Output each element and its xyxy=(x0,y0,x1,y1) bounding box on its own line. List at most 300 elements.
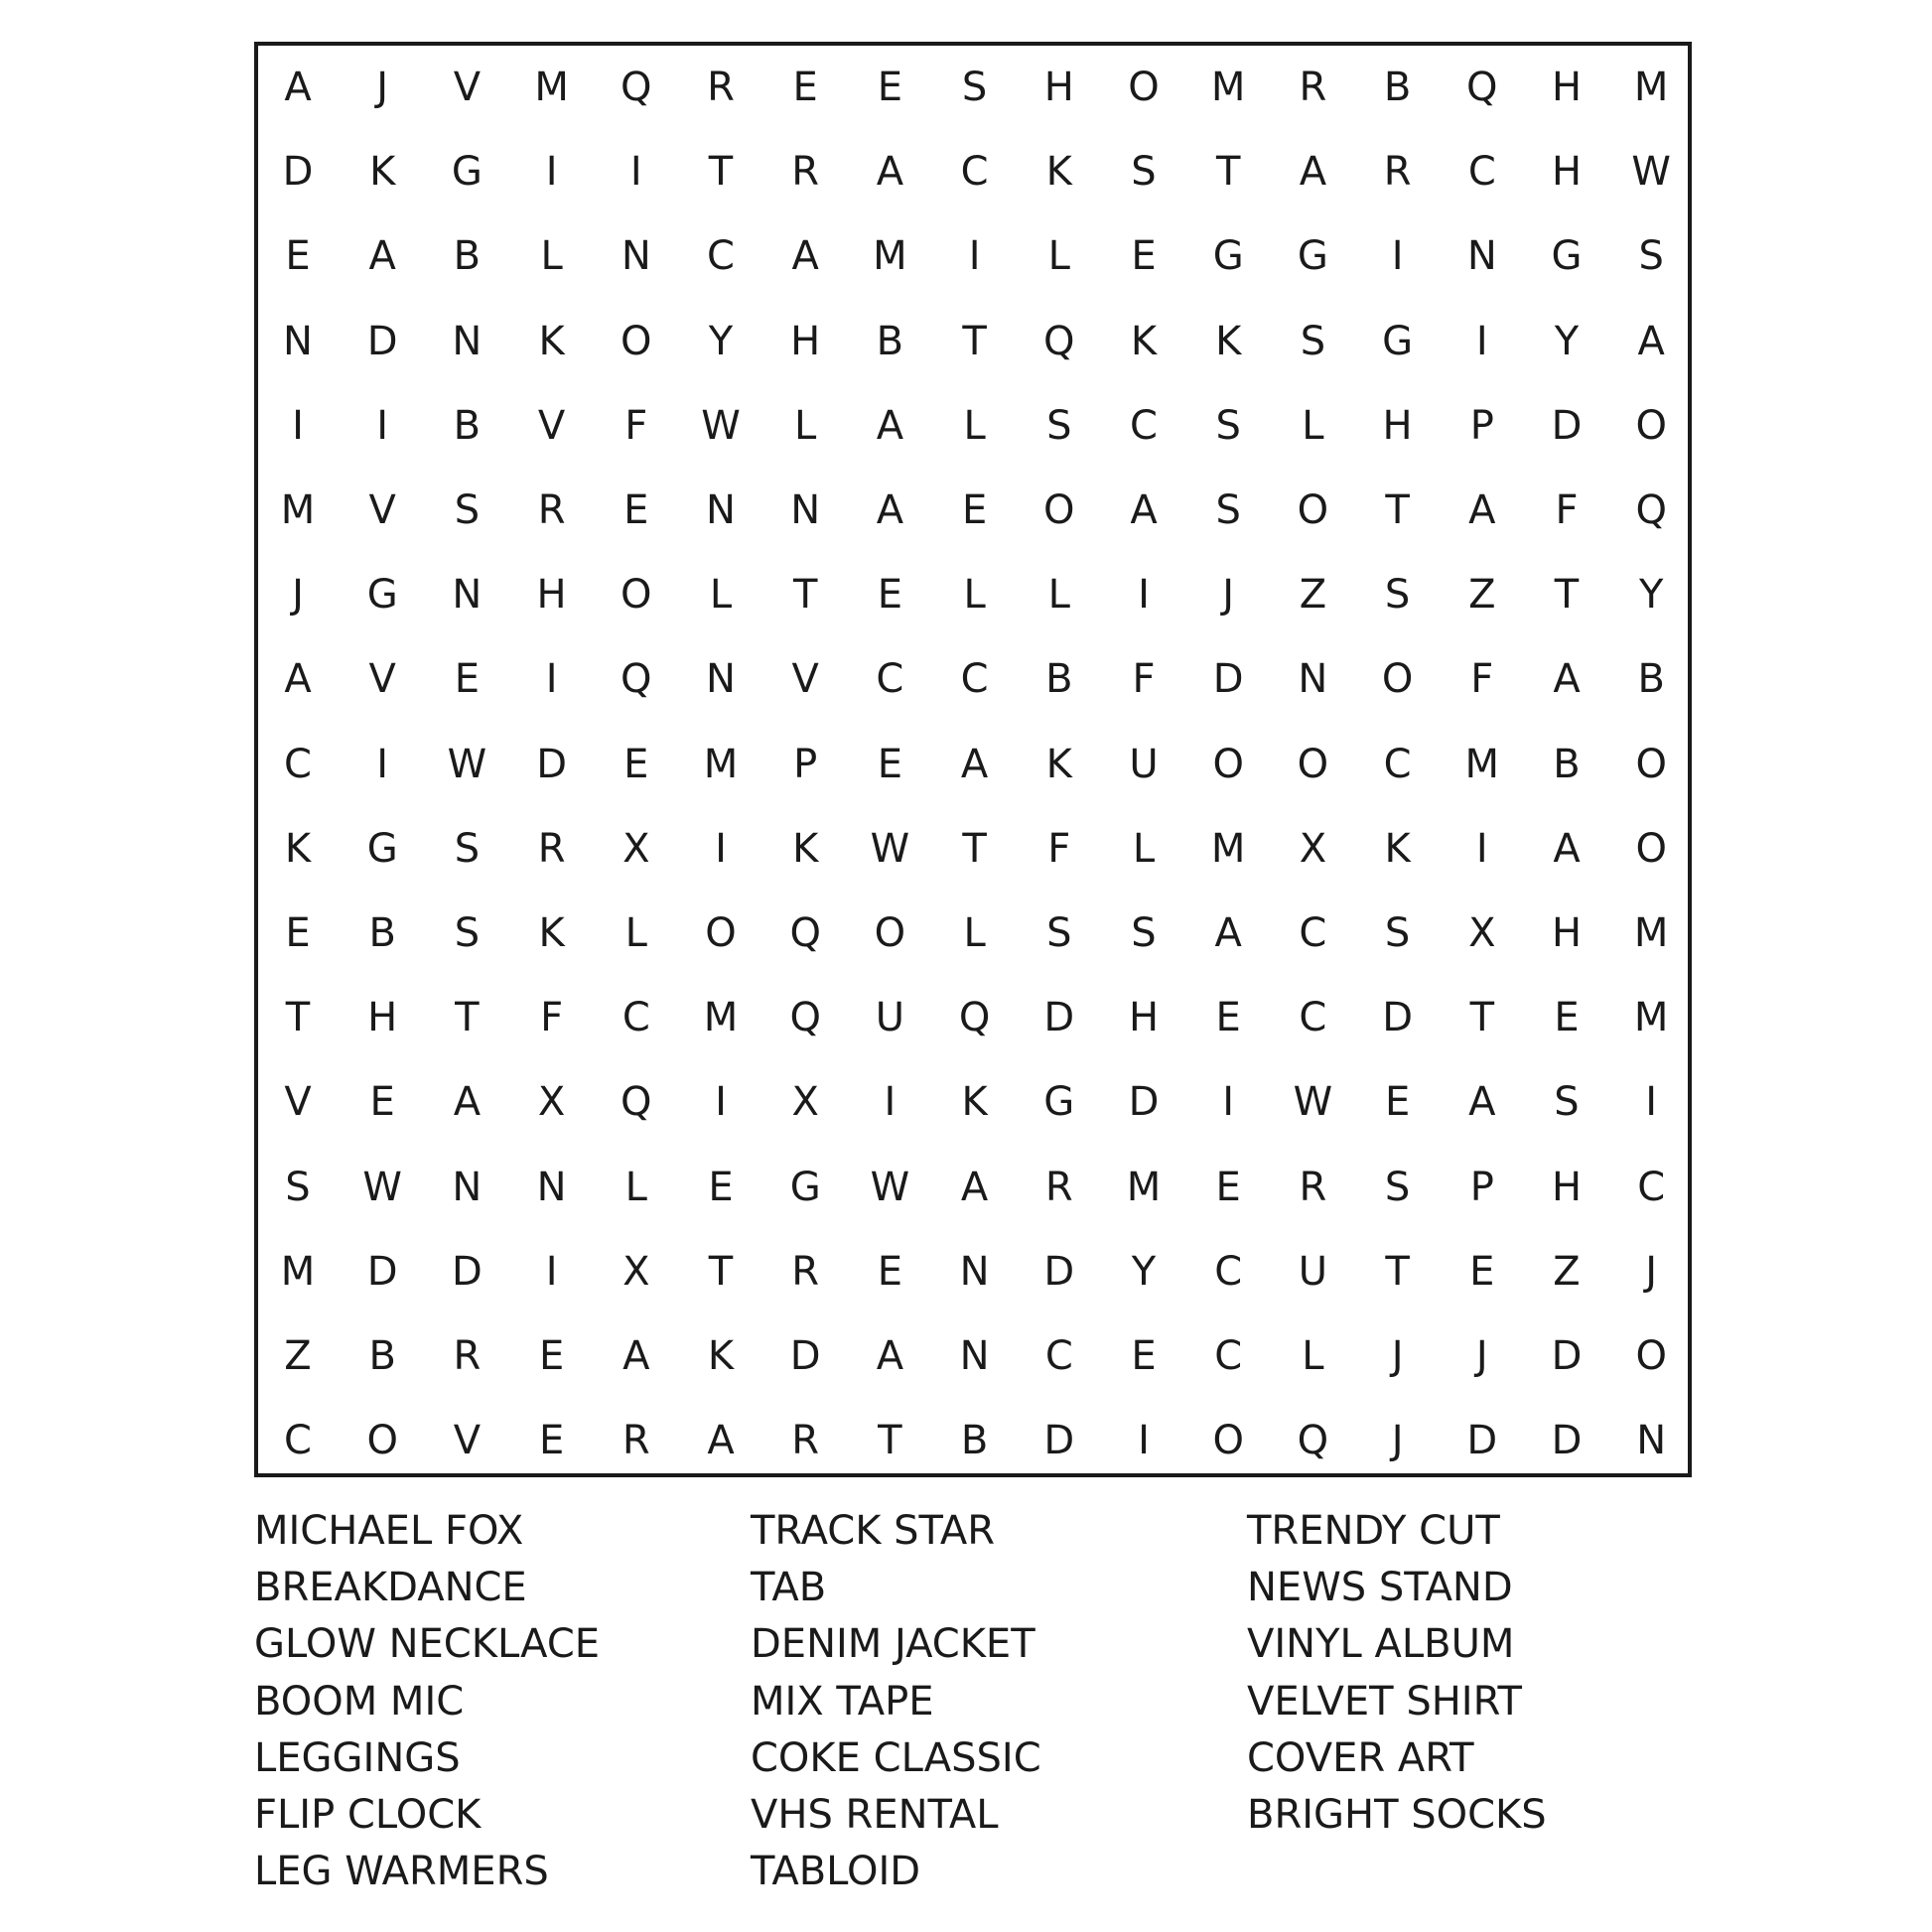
grid-letter[interactable]: L xyxy=(624,910,647,956)
grid-letter[interactable]: N xyxy=(790,487,821,533)
grid-letter[interactable]: R xyxy=(537,825,566,872)
grid-letter[interactable]: F xyxy=(1470,656,1494,703)
grid-letter[interactable]: D xyxy=(536,741,567,787)
grid-letter[interactable]: R xyxy=(791,1248,820,1295)
grid-letter[interactable]: R xyxy=(791,1418,820,1464)
grid-letter[interactable]: S xyxy=(1046,910,1072,956)
grid-letter[interactable]: E xyxy=(877,65,903,110)
grid-letter[interactable]: E xyxy=(1215,1164,1241,1210)
grid-letter[interactable]: I xyxy=(1391,233,1404,280)
grid-letter[interactable]: P xyxy=(793,741,818,787)
grid-letter[interactable]: C xyxy=(1214,1333,1243,1379)
grid-letter[interactable]: E xyxy=(454,656,481,703)
grid-letter[interactable]: E xyxy=(623,487,649,533)
grid-letter[interactable]: S xyxy=(1384,910,1411,956)
grid-letter[interactable]: K xyxy=(1130,318,1158,364)
grid-letter[interactable]: X xyxy=(537,1079,566,1126)
grid-letter[interactable]: M xyxy=(1126,1164,1162,1210)
grid-letter[interactable]: A xyxy=(960,741,989,787)
grid-letter[interactable]: N xyxy=(1636,1418,1667,1464)
grid-letter[interactable]: R xyxy=(621,1418,650,1464)
grid-letter[interactable]: I xyxy=(376,402,389,449)
grid-letter[interactable]: E xyxy=(1131,1333,1157,1379)
grid-letter[interactable]: N xyxy=(452,318,483,364)
grid-letter[interactable]: D xyxy=(1043,995,1075,1041)
grid-letter[interactable]: S xyxy=(1300,318,1326,364)
grid-letter[interactable]: V xyxy=(453,1418,482,1464)
grid-letter[interactable]: A xyxy=(1299,149,1327,196)
grid-letter[interactable]: S xyxy=(1215,487,1241,533)
grid-letter[interactable]: T xyxy=(1469,995,1495,1041)
grid-letter[interactable]: I xyxy=(884,1079,897,1126)
grid-letter[interactable]: L xyxy=(963,910,986,956)
grid-letter[interactable]: Q xyxy=(621,65,652,110)
grid-letter[interactable]: V xyxy=(453,65,482,110)
grid-letter[interactable]: O xyxy=(1635,741,1667,787)
grid-letter[interactable]: A xyxy=(960,1164,989,1210)
grid-letter[interactable]: M xyxy=(534,65,569,110)
grid-letter[interactable]: A xyxy=(284,656,312,703)
grid-letter[interactable]: N xyxy=(959,1333,990,1379)
grid-letter[interactable]: D xyxy=(1043,1418,1075,1464)
grid-letter[interactable]: G xyxy=(789,1164,821,1210)
grid-letter[interactable]: S xyxy=(1131,910,1157,956)
grid-letter[interactable]: E xyxy=(877,572,903,619)
grid-letter[interactable]: A xyxy=(453,1079,482,1126)
grid-letter[interactable]: W xyxy=(1631,149,1671,196)
grid-letter[interactable]: L xyxy=(1132,825,1156,872)
grid-letter[interactable]: S xyxy=(1215,402,1241,449)
grid-letter[interactable]: K xyxy=(284,825,312,872)
grid-letter[interactable]: H xyxy=(1382,402,1413,449)
grid-letter[interactable]: M xyxy=(703,741,739,787)
grid-letter[interactable]: I xyxy=(1475,825,1488,872)
grid-letter[interactable]: U xyxy=(875,995,905,1041)
grid-letter[interactable]: V xyxy=(368,487,396,533)
grid-letter[interactable]: O xyxy=(1043,487,1075,533)
word-list-item: GLOW NECKLACE xyxy=(254,1621,601,1668)
grid-letter[interactable]: Q xyxy=(621,1079,652,1126)
grid-letter[interactable]: A xyxy=(1468,487,1496,533)
grid-letter[interactable]: K xyxy=(1215,318,1242,364)
grid-letter[interactable]: M xyxy=(703,995,739,1041)
grid-letter[interactable]: C xyxy=(1044,1333,1073,1379)
word-list-item: TAB xyxy=(751,1565,827,1611)
grid-letter[interactable]: R xyxy=(1383,149,1412,196)
grid-letter[interactable]: C xyxy=(621,995,650,1041)
grid-letter[interactable]: B xyxy=(1637,656,1665,703)
word-list-item: MIX TAPE xyxy=(751,1678,934,1725)
grid-letter[interactable]: R xyxy=(1299,1164,1327,1210)
grid-letter[interactable]: H xyxy=(1128,995,1160,1041)
grid-letter[interactable]: A xyxy=(1553,656,1581,703)
grid-letter[interactable]: P xyxy=(1469,402,1494,449)
grid-letter[interactable]: K xyxy=(1384,825,1411,872)
grid-letter[interactable]: L xyxy=(963,402,986,449)
grid-letter[interactable]: A xyxy=(1130,487,1158,533)
grid-letter[interactable]: O xyxy=(1635,825,1667,872)
grid-letter[interactable]: U xyxy=(1129,741,1159,787)
grid-letter[interactable]: I xyxy=(715,825,727,872)
grid-letter[interactable]: I xyxy=(968,233,981,280)
grid-letter[interactable]: B xyxy=(1045,656,1073,703)
grid-letter[interactable]: X xyxy=(1299,825,1327,872)
grid-letter[interactable]: N xyxy=(452,572,483,619)
grid-letter[interactable]: L xyxy=(794,402,817,449)
grid-letter[interactable]: F xyxy=(1047,825,1071,872)
grid-letter[interactable]: S xyxy=(1638,233,1664,280)
grid-letter[interactable]: C xyxy=(1214,1248,1243,1295)
grid-letter[interactable]: D xyxy=(1128,1079,1160,1126)
word-list-item: LEGGINGS xyxy=(254,1734,461,1781)
grid-letter[interactable]: O xyxy=(1635,1333,1667,1379)
grid-letter[interactable]: Y xyxy=(708,318,734,364)
grid-letter[interactable]: D xyxy=(1551,402,1583,449)
grid-letter[interactable]: H xyxy=(1551,65,1583,110)
grid-letter[interactable]: X xyxy=(1468,910,1496,956)
grid-letter[interactable]: T xyxy=(1554,572,1580,619)
grid-letter[interactable]: I xyxy=(1645,1079,1658,1126)
grid-letter[interactable]: L xyxy=(1302,402,1324,449)
grid-letter[interactable]: C xyxy=(960,149,989,196)
grid-letter[interactable]: I xyxy=(1138,1418,1150,1464)
grid-letter[interactable]: K xyxy=(1045,741,1072,787)
grid-letter[interactable]: A xyxy=(876,1333,904,1379)
grid-letter[interactable]: X xyxy=(622,1248,650,1295)
grid-letter[interactable]: C xyxy=(1467,149,1496,196)
grid-letter[interactable]: R xyxy=(791,149,820,196)
grid-letter[interactable]: N xyxy=(706,487,736,533)
grid-letter[interactable]: H xyxy=(1043,65,1074,110)
grid-letter[interactable]: I xyxy=(545,1248,558,1295)
grid-letter[interactable]: W xyxy=(447,741,487,787)
word-list-item: TABLOID xyxy=(751,1849,921,1895)
grid-letter[interactable]: C xyxy=(1299,995,1327,1041)
grid-letter[interactable]: Q xyxy=(621,656,652,703)
grid-letter[interactable]: D xyxy=(451,1248,483,1295)
grid-letter[interactable]: K xyxy=(369,149,396,196)
grid-letter[interactable]: E xyxy=(961,487,988,533)
grid-letter[interactable]: I xyxy=(629,149,642,196)
grid-letter[interactable]: I xyxy=(715,1079,727,1126)
grid-letter[interactable]: Y xyxy=(1554,318,1580,364)
grid-letter[interactable]: S xyxy=(1554,1079,1580,1126)
grid-letter[interactable]: J xyxy=(292,572,304,619)
grid-letter[interactable]: V xyxy=(368,656,396,703)
grid-letter[interactable]: Z xyxy=(1468,572,1496,619)
grid-letter[interactable]: A xyxy=(622,1333,650,1379)
grid-letter[interactable]: O xyxy=(705,910,737,956)
grid-letter[interactable]: E xyxy=(708,1164,734,1210)
grid-letter[interactable]: B xyxy=(960,1418,989,1464)
grid-letter[interactable]: M xyxy=(1633,910,1669,956)
grid-letter[interactable]: O xyxy=(1635,402,1667,449)
grid-letter[interactable]: W xyxy=(701,402,741,449)
grid-letter[interactable]: O xyxy=(366,1418,398,1464)
grid-letter[interactable]: B xyxy=(453,233,482,280)
grid-letter[interactable]: S xyxy=(454,487,481,533)
grid-letter[interactable]: Q xyxy=(1635,487,1667,533)
grid-letter[interactable]: N xyxy=(452,1164,483,1210)
grid-letter[interactable]: D xyxy=(1382,995,1413,1041)
grid-letter[interactable]: I xyxy=(1138,572,1150,619)
grid-letter[interactable]: Q xyxy=(958,995,991,1041)
grid-letter[interactable]: A xyxy=(1637,318,1665,364)
grid-letter[interactable]: F xyxy=(1555,487,1579,533)
grid-letter[interactable]: X xyxy=(622,825,650,872)
grid-letter[interactable]: R xyxy=(1044,1164,1073,1210)
grid-letter[interactable]: V xyxy=(791,656,819,703)
grid-letter[interactable]: G xyxy=(1043,1079,1075,1126)
grid-letter[interactable]: F xyxy=(1132,656,1156,703)
grid-letter[interactable]: C xyxy=(284,741,312,787)
grid-letter[interactable]: K xyxy=(538,318,565,364)
word-list-item: BREAKDANCE xyxy=(254,1565,527,1611)
grid-letter[interactable]: Z xyxy=(284,1333,312,1379)
grid-letter[interactable]: V xyxy=(537,402,566,449)
grid-letter[interactable]: N xyxy=(706,656,736,703)
grid-letter[interactable]: H xyxy=(536,572,567,619)
grid-letter[interactable]: T xyxy=(1215,149,1241,196)
grid-letter[interactable]: T xyxy=(962,825,987,872)
grid-letter[interactable]: T xyxy=(708,1248,734,1295)
grid-letter[interactable]: G xyxy=(1382,318,1414,364)
grid-letter[interactable]: Q xyxy=(1466,65,1498,110)
word-search-grid xyxy=(254,42,1692,1477)
word-list-item: VINYL ALBUM xyxy=(1247,1621,1515,1668)
grid-letter[interactable]: M xyxy=(280,487,316,533)
grid-letter[interactable]: G xyxy=(1212,233,1244,280)
grid-letter[interactable]: C xyxy=(1383,741,1412,787)
grid-letter[interactable]: N xyxy=(283,318,313,364)
grid-letter[interactable]: W xyxy=(870,825,910,872)
grid-letter[interactable]: T xyxy=(962,318,987,364)
grid-letter[interactable]: L xyxy=(1047,233,1070,280)
grid-letter[interactable]: E xyxy=(538,1333,565,1379)
grid-letter[interactable]: B xyxy=(1553,741,1581,787)
grid-letter[interactable]: E xyxy=(285,910,311,956)
word-list-item: BOOM MIC xyxy=(254,1678,465,1725)
grid-letter[interactable]: T xyxy=(878,1418,902,1464)
grid-letter[interactable]: N xyxy=(536,1164,567,1210)
grid-letter[interactable]: P xyxy=(1469,1164,1494,1210)
grid-letter[interactable]: D xyxy=(1551,1333,1583,1379)
grid-letter[interactable]: T xyxy=(708,149,734,196)
grid-letter[interactable]: T xyxy=(792,572,818,619)
grid-letter[interactable]: S xyxy=(1131,149,1157,196)
grid-letter[interactable]: D xyxy=(366,1248,398,1295)
grid-letter[interactable]: M xyxy=(1210,825,1246,872)
grid-letter[interactable]: B xyxy=(1383,65,1412,110)
grid-letter[interactable]: X xyxy=(791,1079,819,1126)
grid-letter[interactable]: O xyxy=(1212,1418,1244,1464)
grid-letter[interactable]: J xyxy=(1391,1333,1404,1379)
grid-letter[interactable]: E xyxy=(1469,1248,1495,1295)
grid-letter[interactable]: I xyxy=(292,402,304,449)
grid-letter[interactable]: G xyxy=(451,149,483,196)
grid-letter[interactable]: O xyxy=(1297,741,1329,787)
grid-letter[interactable]: C xyxy=(960,656,989,703)
grid-letter[interactable]: T xyxy=(455,995,480,1041)
grid-letter[interactable]: L xyxy=(1302,1333,1324,1379)
grid-letter[interactable]: M xyxy=(1633,995,1669,1041)
grid-letter[interactable]: J xyxy=(1645,1248,1658,1295)
grid-letter[interactable]: E xyxy=(1215,995,1241,1041)
grid-letter[interactable]: L xyxy=(540,233,563,280)
grid-letter[interactable]: H xyxy=(1551,149,1583,196)
grid-letter[interactable]: C xyxy=(1299,910,1327,956)
grid-letter[interactable]: J xyxy=(1475,1333,1488,1379)
grid-letter[interactable]: H xyxy=(790,318,821,364)
grid-letter[interactable]: O xyxy=(1128,65,1160,110)
grid-letter[interactable]: I xyxy=(545,149,558,196)
grid-letter[interactable]: O xyxy=(621,572,652,619)
grid-letter[interactable]: H xyxy=(1551,910,1583,956)
grid-letter[interactable]: S xyxy=(1384,572,1411,619)
grid-letter[interactable]: O xyxy=(874,910,906,956)
grid-letter[interactable]: K xyxy=(538,910,565,956)
grid-letter[interactable]: E xyxy=(1554,995,1580,1041)
grid-letter[interactable]: T xyxy=(1385,1248,1410,1295)
grid-letter[interactable]: I xyxy=(545,656,558,703)
grid-letter[interactable]: O xyxy=(621,318,652,364)
grid-letter[interactable]: J xyxy=(1391,1418,1404,1464)
grid-letter[interactable]: T xyxy=(285,995,311,1041)
grid-letter[interactable]: G xyxy=(1297,233,1328,280)
grid-letter[interactable]: C xyxy=(876,656,904,703)
grid-letter[interactable]: O xyxy=(1297,487,1329,533)
grid-letter[interactable]: C xyxy=(1637,1164,1666,1210)
grid-letter[interactable]: A xyxy=(791,233,819,280)
grid-letter[interactable]: C xyxy=(284,1418,312,1464)
grid-letter[interactable]: N xyxy=(959,1248,990,1295)
grid-letter[interactable]: A xyxy=(1553,825,1581,872)
grid-letter[interactable]: L xyxy=(963,572,986,619)
grid-letter[interactable]: C xyxy=(1130,402,1158,449)
grid-letter[interactable]: L xyxy=(709,572,733,619)
grid-letter[interactable]: A xyxy=(707,1418,735,1464)
word-list-item: BRIGHT SOCKS xyxy=(1247,1792,1547,1838)
grid-letter[interactable]: D xyxy=(366,318,398,364)
grid-letter[interactable]: Q xyxy=(1297,1418,1329,1464)
grid-letter[interactable]: H xyxy=(367,995,398,1041)
grid-letter[interactable]: Q xyxy=(789,910,821,956)
grid-letter[interactable]: K xyxy=(961,1079,988,1126)
grid-letter[interactable]: O xyxy=(1212,741,1244,787)
grid-letter[interactable]: N xyxy=(1298,656,1328,703)
grid-letter[interactable]: Q xyxy=(789,995,821,1041)
grid-letter[interactable]: Y xyxy=(1638,572,1664,619)
grid-letter[interactable]: N xyxy=(1466,233,1497,280)
grid-letter[interactable]: T xyxy=(1385,487,1410,533)
grid-letter[interactable]: S xyxy=(961,65,988,110)
grid-letter[interactable]: W xyxy=(870,1164,910,1210)
grid-letter[interactable]: D xyxy=(1466,1418,1498,1464)
grid-letter[interactable]: D xyxy=(1043,1248,1075,1295)
grid-letter[interactable]: Y xyxy=(1131,1248,1157,1295)
grid-letter[interactable]: G xyxy=(1551,233,1583,280)
grid-letter[interactable]: E xyxy=(1384,1079,1411,1126)
grid-letter[interactable]: C xyxy=(707,233,735,280)
grid-letter[interactable]: I xyxy=(1475,318,1488,364)
grid-letter[interactable]: D xyxy=(789,1333,821,1379)
grid-letter[interactable]: W xyxy=(362,1164,402,1210)
word-list-item: LEG WARMERS xyxy=(254,1849,549,1895)
grid-letter[interactable]: R xyxy=(537,487,566,533)
grid-letter[interactable]: A xyxy=(876,149,904,196)
grid-letter[interactable]: S xyxy=(454,910,481,956)
grid-letter[interactable]: D xyxy=(282,149,314,196)
grid-letter[interactable]: A xyxy=(876,487,904,533)
grid-letter[interactable]: L xyxy=(1047,572,1070,619)
grid-letter[interactable]: Q xyxy=(1043,318,1075,364)
grid-letter[interactable]: E xyxy=(877,1248,903,1295)
grid-letter[interactable]: E xyxy=(285,233,311,280)
grid-letter[interactable]: L xyxy=(624,1164,647,1210)
grid-letter[interactable]: B xyxy=(453,402,482,449)
grid-letter[interactable]: K xyxy=(1045,149,1072,196)
grid-letter[interactable]: S xyxy=(1046,402,1072,449)
grid-letter[interactable]: S xyxy=(1384,1164,1411,1210)
grid-letter[interactable]: N xyxy=(621,233,651,280)
grid-letter[interactable]: M xyxy=(873,233,907,280)
grid-letter[interactable]: H xyxy=(1551,1164,1583,1210)
grid-letter[interactable]: A xyxy=(368,233,396,280)
grid-letter[interactable]: E xyxy=(877,741,903,787)
grid-letter[interactable]: B xyxy=(876,318,904,364)
grid-letter[interactable]: E xyxy=(369,1079,395,1126)
grid-letter[interactable]: A xyxy=(876,402,904,449)
grid-letter[interactable]: A xyxy=(1468,1079,1496,1126)
grid-letter[interactable]: E xyxy=(1131,233,1157,280)
grid-letter[interactable]: R xyxy=(707,65,735,110)
grid-letter[interactable]: K xyxy=(707,1333,735,1379)
grid-letter[interactable]: M xyxy=(1210,65,1246,110)
grid-letter[interactable]: D xyxy=(1212,656,1244,703)
grid-letter[interactable]: M xyxy=(1464,741,1500,787)
grid-letter[interactable]: E xyxy=(792,65,818,110)
grid-letter[interactable]: A xyxy=(1214,910,1242,956)
grid-letter[interactable]: G xyxy=(366,572,398,619)
grid-letter[interactable]: E xyxy=(623,741,649,787)
grid-letter[interactable]: I xyxy=(1222,1079,1235,1126)
grid-letter[interactable]: S xyxy=(285,1164,311,1210)
grid-letter[interactable]: F xyxy=(624,402,648,449)
grid-letter[interactable]: W xyxy=(1293,1079,1333,1126)
grid-letter[interactable]: B xyxy=(368,910,396,956)
grid-letter[interactable]: S xyxy=(454,825,481,872)
grid-letter[interactable]: O xyxy=(1381,656,1414,703)
grid-letter[interactable]: F xyxy=(540,995,564,1041)
grid-letter[interactable]: Z xyxy=(1299,572,1327,619)
grid-letter[interactable]: G xyxy=(366,825,398,872)
grid-letter[interactable]: I xyxy=(376,741,389,787)
grid-letter[interactable]: J xyxy=(376,65,389,110)
grid-letter[interactable]: Z xyxy=(1553,1248,1581,1295)
grid-letter[interactable]: V xyxy=(284,1079,312,1126)
grid-letter[interactable]: K xyxy=(792,825,819,872)
grid-letter[interactable]: A xyxy=(284,65,312,110)
grid-letter[interactable]: U xyxy=(1298,1248,1328,1295)
grid-letter[interactable]: E xyxy=(538,1418,565,1464)
grid-letter[interactable]: R xyxy=(1299,65,1327,110)
grid-letter[interactable]: R xyxy=(453,1333,482,1379)
grid-letter[interactable]: J xyxy=(1222,572,1235,619)
grid-letter[interactable]: M xyxy=(280,1248,316,1295)
grid-letter[interactable]: M xyxy=(1633,65,1669,110)
grid-letter[interactable]: D xyxy=(1551,1418,1583,1464)
grid-letter[interactable]: B xyxy=(368,1333,396,1379)
